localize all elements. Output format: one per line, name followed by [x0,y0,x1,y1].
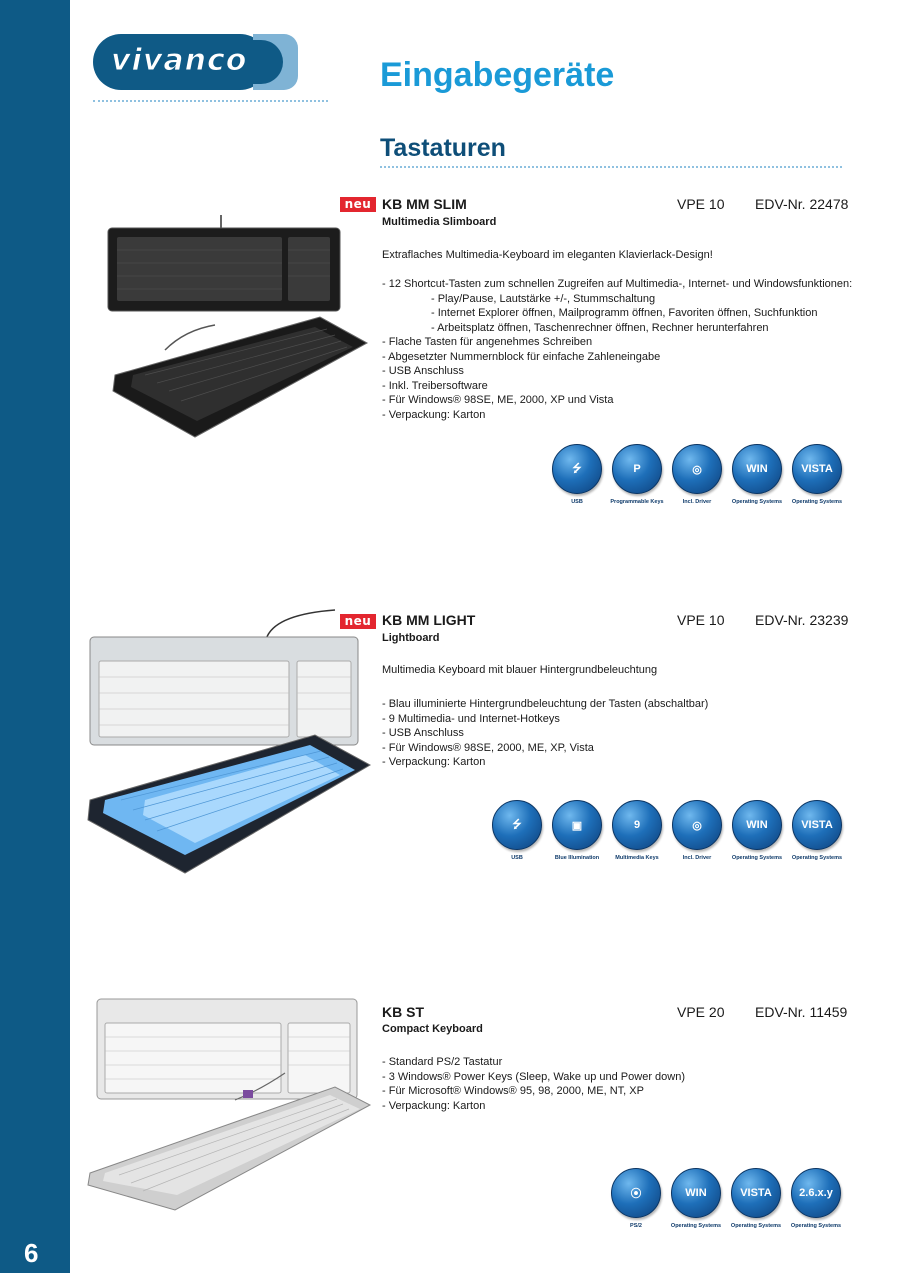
win-vista-icon: VISTA Operating Systems [787,800,847,861]
usb-icon: ⭍ USB [547,444,607,505]
vivanco-logo: vivanco [93,34,298,90]
edv-number: EDV-Nr. 23239 [755,612,849,628]
logo-divider [93,100,328,102]
usb-icon: ⭍ USB [487,800,547,861]
blue-illumination-icon: ▣ Blue Illumination [547,800,607,861]
page-number: 6 [24,1238,39,1268]
section-title: Tastaturen [380,134,506,162]
win-98se-2000-me-xp-icon: WIN Operating Systems [727,800,787,861]
product-subtitle: Compact Keyboard [382,1023,483,1035]
programmable-keys-icon: P Programmable Keys [607,444,667,505]
multimedia-keys-icon: 9 Multimedia Keys [607,800,667,861]
win-98se-2000-me-xp-icon: WIN Operating Systems [666,1168,726,1229]
win-vista-icon: VISTA Operating Systems [726,1168,786,1229]
feature-icons [547,444,847,505]
keyboard-light-image [85,605,375,880]
product-description: Extraflaches Multimedia-Keyboard im eleganten Klavierlack-Design! - 12 Shortcut-Tasten zum schnellen Zugreifen auf Multimedia-, Internet- und Windowsfunktionen: - Play/Pause, Lautstärke +/-, Stummschaltung - Internet Explorer öffnen, Mailprogramm öffnen, Favoriten öffnen, Suchfunktion - Arbeitsplatz öffnen, Taschenrechner öffnen, Rechner herunterfahren - Flache Tasten für angenehmes Schreiben - Abgesetzter Nummernblock für einfache Zahleneingabe - USB Anschluss - Inkl. Treibersoftware - Für Windows® 98SE, ME, 2000, XP und Vista - Verpackung: Karton [382,249,853,421]
section-divider [380,166,842,168]
ps2-icon: ⦿ PS/2 [606,1168,666,1229]
feature-icons [487,800,847,861]
side-bar [0,0,70,1273]
driver-cd-icon: ◎ Incl. Driver [667,444,727,505]
edv-number: EDV-Nr. 11459 [755,1004,848,1020]
product-name: KB MM LIGHT [382,612,476,628]
product-subtitle: Lightboard [382,632,440,644]
edv-number: EDV-Nr. 22478 [755,196,849,212]
product-description: Multimedia Keyboard mit blauer Hintergrundbeleuchtung - Blau illuminierte Hintergrundbeleuchtung der Tasten (abschaltbar) - 9 Multimedia- und Internet-Hotkeys - USB Anschluss - Für Windows® 98SE, 2000, ME, XP, Vista - Verpackung: Karton [382,664,709,768]
product-name: KB ST [382,1004,424,1020]
linux-icon: 2.6.x.y Operating Systems [786,1168,846,1229]
neu-badge: neu [340,197,376,212]
neu-badge: neu [340,614,376,629]
win-98se-2000-me-xp-icon: WIN Operating Systems [727,444,787,505]
vpe-value: VPE 10 [677,196,725,212]
keyboard-compact-image [85,995,375,1220]
driver-cd-icon: ◎ Incl. Driver [667,800,727,861]
win-vista-icon: VISTA Operating Systems [787,444,847,505]
keyboard-slim-image [105,215,375,445]
vpe-value: VPE 10 [677,612,725,628]
product-description: - Standard PS/2 Tastatur - 3 Windows® Power Keys (Sleep, Wake up und Power down) - Für Microsoft® Windows® 95, 98, 2000, ME, NT, XP - Verpackung: Karton [382,1056,685,1112]
vpe-value: VPE 20 [677,1004,725,1020]
feature-icons [606,1168,846,1229]
page-title: Eingabegeräte [380,56,615,94]
product-subtitle: Multimedia Slimboard [382,216,497,228]
product-name: KB MM SLIM [382,196,467,212]
